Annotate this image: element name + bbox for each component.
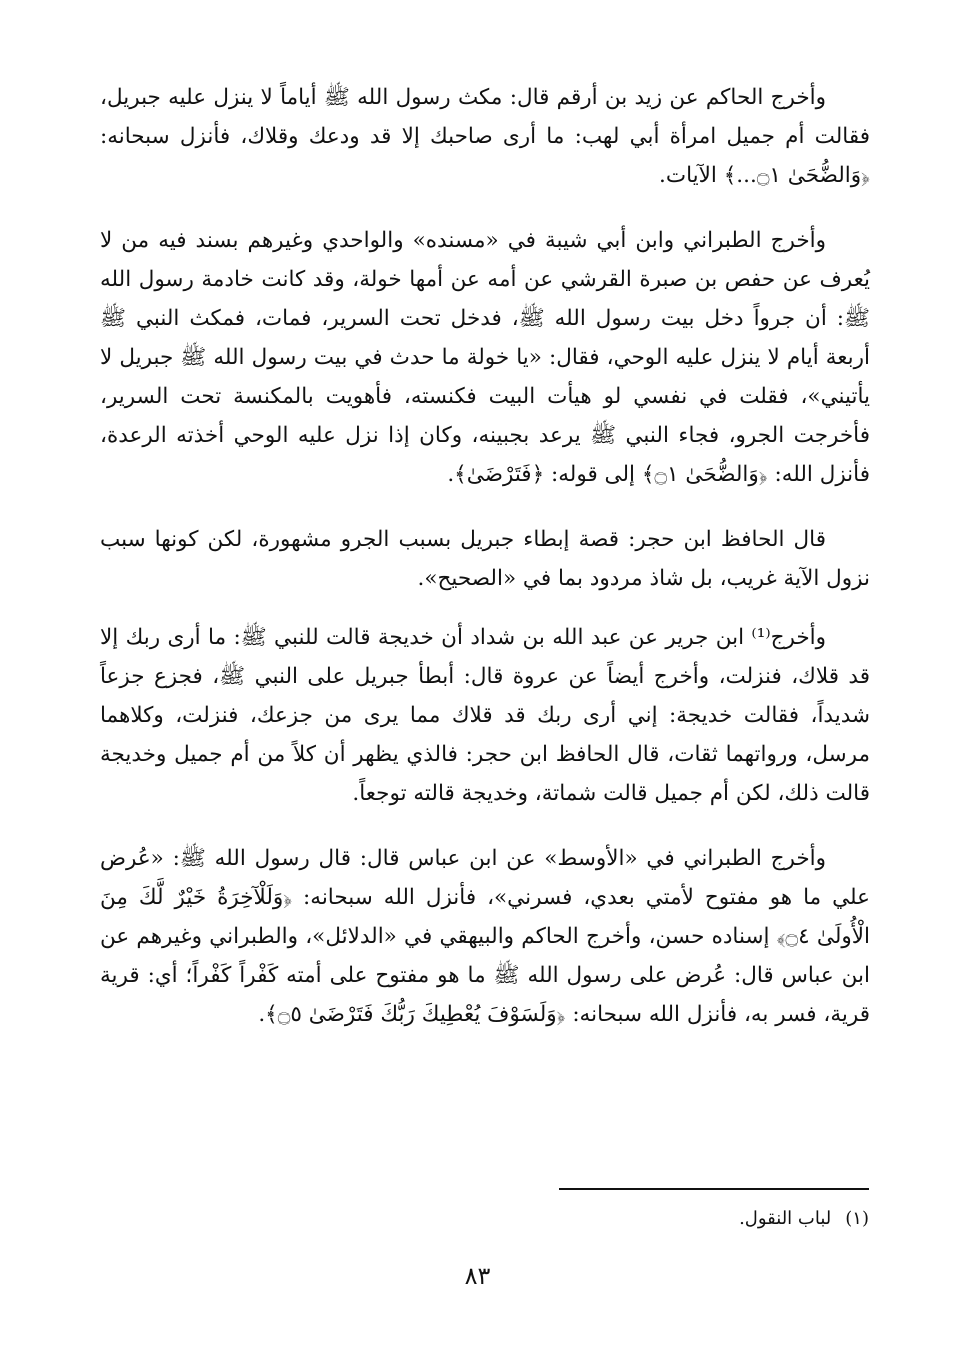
- page-body: [100, 78, 870, 1060]
- paragraph-tabarani-awsat: وأخرج الطبراني في «الأوسط» عن ابن عباس قال: قال رسول الله ﷺ: «عُرض علي ما هو مفتوح لأمتي بعدي، فسرني»، فأنزل الله سبحانه: ﴿وَلَلْآخِرَةُ خَيْرٌ لَّكَ مِنَ الْأُولَىٰ ۝٤﴾ إسناده حسن، وأخرج الحاكم والبيهقي في «الدلائل»، والطبراني وغيرهم عن ابن عباس قال: عُرض على رسول الله ﷺ ما هو مفتوح على أمته كَفْراً كَفْراً؛ أي: قرية قرية، فسر به، فأنزل الله سبحانه: ﴿وَلَسَوْفَ يُعْطِيكَ رَبُّكَ فَتَرْضَىٰ ۝٥﴾.: [100, 846, 870, 1027]
- paragraph-tabarani-khawla: وأخرج الطبراني وابن أبي شيبة في «مسنده» والواحدي وغيرهم بسند فيه من لا يُعرف عن حفص بن صبرة القرشي عن أمه عن أمها خولة، وقد كانت خادمة رسول الله ﷺ: أن جرواً دخل بيت رسول الله ﷺ، فدخل تحت السرير، فمات، فمكث النبي ﷺ أربعة أيام لا ينزل عليه الوحي، فقال: «يا خولة ما حدث في بيت رسول الله ﷺ جبريل لا يأتيني»، فقلت في نفسي لو هيأت البيت فكنسته، فأهويت بالمكنسة تحت السرير، فأخرجت الجرو، فجاء النبي ﷺ يرعد بجبينه، وكان إذا نزل عليه الوحي أخذته الرعدة، فأنزل الله: ﴿وَالضُّحَىٰ ۝١﴾ إلى قوله: ﴿فَتَرْضَىٰ﴾.: [100, 228, 870, 487]
- footnote-divider: [559, 1188, 869, 1190]
- footnote-number: (١): [845, 1208, 869, 1229]
- footnote-text: لباب النقول.: [739, 1208, 832, 1229]
- page-number: ٨٣: [464, 1262, 491, 1290]
- paragraph-zayd-ibn-arqam: وأخرج الحاكم عن زيد بن أرقم قال: مكث رسول الله ﷺ أياماً لا ينزل عليه جبريل، فقالت أم جميل امرأة أبي لهب: ما أرى صاحبك إلا قد ودعك وقلاك، فأنزل سبحانه: ﴿وَالضُّحَىٰ ۝١...﴾ الآيات.: [100, 85, 870, 188]
- footnote: [739, 1204, 869, 1234]
- paragraph-ibn-hajar: قال الحافظ ابن حجر: قصة إبطاء جبريل بسبب الجرو مشهورة، لكن كونها سبب نزول الآية غريب، بل شاذ مردود بما في «الصحيح».: [100, 527, 870, 591]
- paragraph-ibn-jarir: وأخرج⁽¹⁾ ابن جرير عن عبد الله بن شداد أن خديجة قالت للنبي ﷺ: ما أرى ربك إلا قد قلاك، فنزلت، وأخرج أيضاً عن عروة قال: أبطأ جبريل على النبي ﷺ، فجزع جزعاً شديداً، فقالت خديجة: إني أرى ربك قد قلاك مما يرى من جزعك، فنزلت، وكلاهما مرسل، ورواتهما ثقات، قال الحافظ ابن حجر: فالذي يظهر أن كلاً من أم جميل وخديجة قالت ذلك، لكن أم جميل قالت شماتة، وخديجة قالته توجعاً.: [100, 625, 870, 806]
